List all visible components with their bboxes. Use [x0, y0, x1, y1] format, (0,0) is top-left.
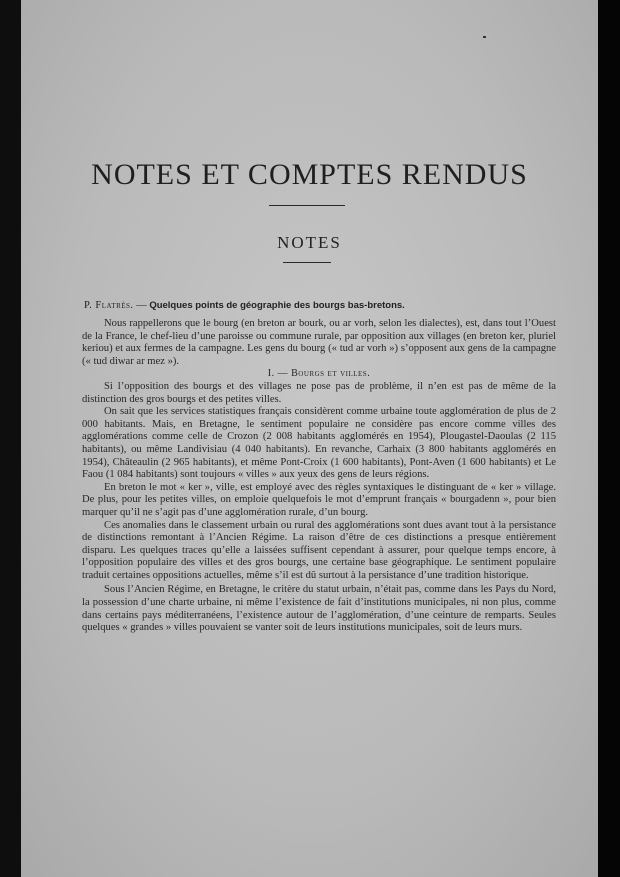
article-title: Quelques points de géographie des bourgs bas-bretons. — [149, 300, 405, 311]
section-title: Bourgs et villes. — [291, 368, 371, 380]
paragraph-statistiques: On sait que les services statistiques français considèrent comme urbaine toute agglomération de plus de 2 000 habitants. Mais, en Bretagne, le sentiment populaire ne considère pas encore comme villes des agglomérations comme celle de Crozon (2 008 habitants agglomérés en 1954), Plougastel-Daoulas (2 115 habitants), ou même Landivisiau (4 040 habitants). En revanche, Carhaix (3 800 habitants agglomérés en 1954), Châteaulin (2 965 habitants), et même Pont-Croix (1 600 habitants), Pont-Aven (1 600 habitants) et Le Faou (1 084 habitants) sont toujours « villes » aux yeux des gens de leurs régions. — [82, 406, 556, 481]
title-rule — [269, 205, 345, 206]
paragraph-bourgs-villages: Si l’opposition des bourgs et des villages ne pose pas de problème, il n’en est pas de même de la distinction des gros bourgs et des petites villes. — [82, 380, 556, 405]
page-title: NOTES ET COMPTES RENDUS — [91, 158, 528, 191]
section-heading — [82, 368, 556, 381]
article-body — [82, 318, 556, 635]
author-separator: — — [133, 300, 150, 311]
article-header — [84, 300, 554, 311]
paragraph-intro: Nous rappellerons que le bourg (en breton ar bourk, ou ar vorh, selon les dialectes), est, dans tout l’Ouest de la France, le chef-lieu d’une paroisse ou commune rurale, par opposition aux villages (en breton ker, pluriel keriou) et aux fermes de la campagne. Les gens du bourg (« tud ar vorh ») s’opposent aux gens de la campagne (« tud diwar ar mez »). — [82, 318, 556, 367]
section-number: I. — — [267, 368, 292, 380]
print-speck — [483, 36, 486, 38]
paragraph-breton-ker: En breton le mot « ker », ville, est employé avec des règles syntaxiques le distinguant de « ker » village. De plus, pour les petites villes, on emploie quelquefois le mot d’emprunt français « bourgadenn », pour bien marquer qu’il ne s’agit pas d’une agglomération rurale, d’un bourg. — [82, 481, 556, 518]
paragraph-ancien-regime: Sous l’Ancien Régime, en Bretagne, le critère du statut urbain, n’était pas, comme dans les Pays du Nord, la possession d’une charte urbaine, ni même l’existence de fait d’institutions municipales, ni non plus, comme dans certains pays méditerranéens, l’existence autour de l’agglomération, d’une ceinture de remparts. Seules quelques « grandes » villes pouvaient se vanter soit de leurs institutions municipales, soit de leurs murs. — [82, 584, 556, 634]
paragraph-anomalies: Ces anomalies dans le classement urbain ou rural des agglomérations sont dues avant tout à la persistance de distinctions remontant à l’Ancien Régime. La raison d’être de ces distinctions a presque entièrement disparu. Les quelques traces qu’elle a laissées suffisent cependant à assurer, pour quelque temps encore, à l’opposition populaire des villes et des gros bourgs, une certaine base géographique. Le sentiment populaire traduit certaines oppositions actuelles, même s’il est dû surtout à la persistance d’une tradition historique. — [82, 519, 556, 581]
article-author: P. Flatrès. — [84, 300, 134, 311]
journal-page — [21, 0, 598, 877]
subtitle-rule — [283, 262, 331, 263]
section-subtitle: NOTES — [277, 233, 342, 252]
scan-border-right — [598, 0, 620, 877]
